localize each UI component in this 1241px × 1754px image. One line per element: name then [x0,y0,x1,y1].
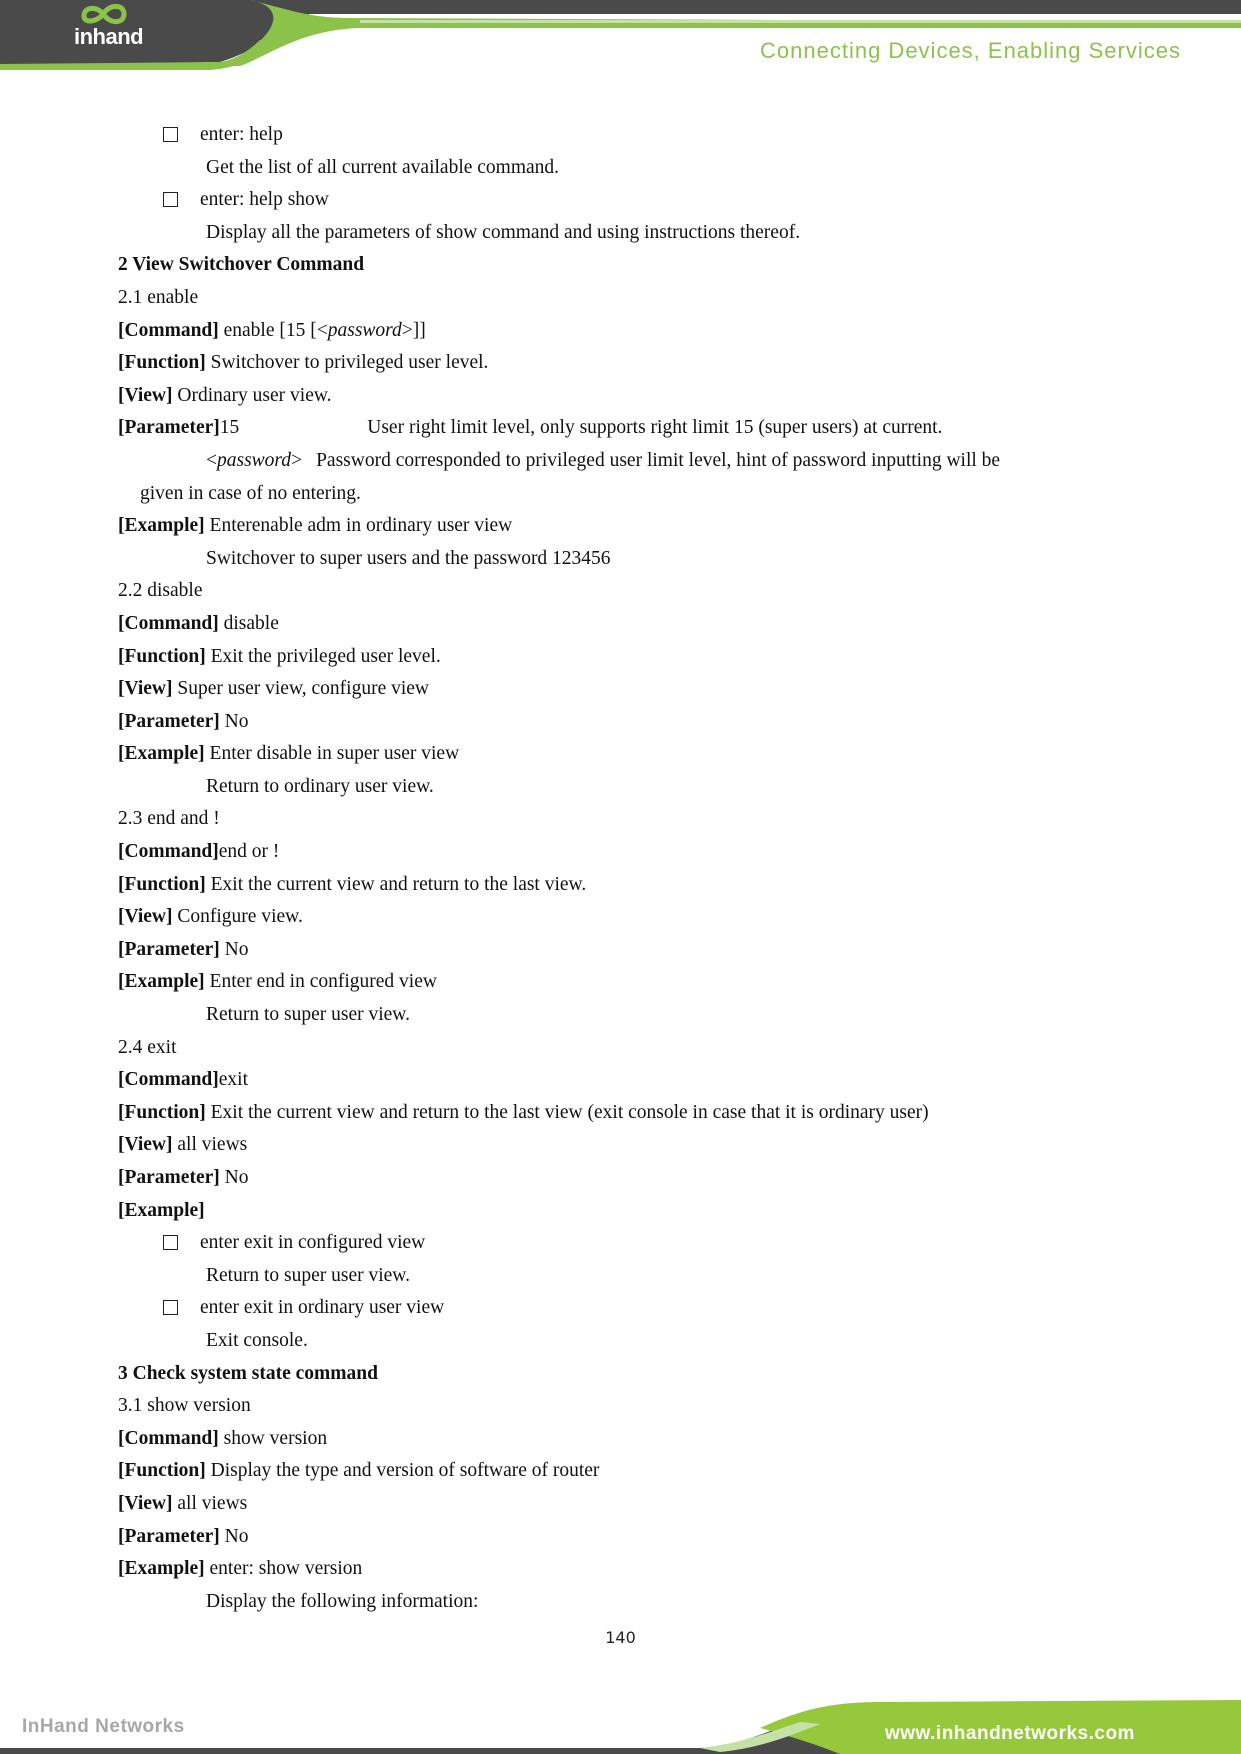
command-line [118,608,1128,641]
parameter-name: > [291,449,303,471]
example-text: Enterenable adm in ordinary user view [209,515,513,537]
function-text: Exit the current view and return to the last view (exit console in case that it is ordinary user) [210,1101,929,1123]
example-line [118,738,1128,771]
list-item [118,184,1128,217]
example-text: Enter end in configured view [209,971,437,993]
label-example: [Example] [118,1199,205,1221]
command-param: password [327,319,402,341]
subsection-heading: 3.1 show version [118,1395,251,1417]
subsection-heading: 2.1 enable [118,286,199,308]
list-item [118,119,1128,152]
label-command: [Command] [118,841,219,863]
function-text: Exit the current view and return to the last view. [210,873,587,895]
parameter-line [118,934,1128,967]
parameter-line [118,706,1128,739]
command-text: enable [15 [< [223,319,328,341]
paragraph: Exit console. [206,1329,308,1351]
section-heading [118,1358,1128,1391]
command-text: end or ! [218,841,280,863]
label-view: [View] [118,678,173,700]
parameter-line [118,1162,1128,1195]
section-heading [118,249,1128,282]
parameter-text: User right limit level, only supports right limit 15 (super users) at current. [367,417,943,439]
label-function: [Function] [118,1101,206,1123]
function-text: Switchover to privileged user level. [210,352,489,374]
view-text: all views [177,1492,248,1514]
label-command: [Command] [118,612,219,634]
paragraph: Return to ordinary user view. [206,775,434,797]
label-example: [Example] [118,971,205,993]
parameter-line [118,1521,1128,1554]
label-parameter: [Parameter] [118,710,220,732]
command-line [118,836,1128,869]
logo-text: inhand [74,24,144,49]
example-line [118,1195,1128,1228]
label-example: [Example] [118,515,205,537]
list-item-text: enter: help show [200,189,329,211]
function-line [118,869,1128,902]
view-line [118,1129,1128,1162]
paragraph: given in case of no entering. [140,482,361,504]
checkbox-icon [163,127,178,142]
command-text: disable [223,612,279,634]
function-line [118,641,1128,674]
page-number: 140 [605,1628,636,1647]
view-text: Ordinary user view. [177,384,332,406]
subsection-heading: 2.2 disable [118,580,203,602]
footer-website-link[interactable]: www.inhandnetworks.com [885,1723,1135,1744]
heading-text: 3 Check system state command [118,1362,378,1384]
page-header [0,0,1241,70]
parameter-text: No [224,710,249,732]
paragraph: Switchover to super users and the password 123456 [206,547,611,569]
document-body [118,119,1128,1618]
example-line [118,966,1128,999]
label-example: [Example] [118,743,205,765]
subsection-heading: 2.3 end and ! [118,808,220,830]
parameter-text: Password corresponded to privileged user limit level, hint of password inputting will be [316,449,1001,471]
view-text: Super user view, configure view [177,678,430,700]
label-view: [View] [118,1134,173,1156]
parameter-name: password [217,449,292,471]
checkbox-icon [163,192,178,207]
paragraph: Display all the parameters of show command and using instructions thereof. [206,221,801,243]
label-parameter: [Parameter] [118,1167,220,1188]
subsection-heading: 2.4 exit [118,1036,177,1058]
view-text: Configure view. [177,906,303,928]
command-text: >]] [401,319,426,341]
checkbox-icon [163,1235,178,1250]
list-item-text: enter exit in configured view [200,1232,426,1254]
view-text: all views [177,1134,248,1156]
header-tagline: Connecting Devices, Enabling Services [760,38,1181,63]
command-text: exit [218,1069,248,1091]
label-command: [Command] [118,319,219,341]
paragraph: Get the list of all current available command. [206,156,560,178]
function-text: Exit the privileged user level. [210,645,441,667]
function-line [118,347,1128,380]
parameter-text: No [224,1525,249,1547]
parameter-text: No [224,1167,249,1188]
parameter-line [118,445,1128,478]
example-text: Enter disable in super user view [209,743,460,765]
page-footer [0,1690,1241,1754]
list-item-text: enter: help [200,124,283,145]
label-example: [Example] [118,1558,205,1580]
example-line [118,510,1128,543]
label-parameter: [Parameter] [118,938,220,960]
label-view: [View] [118,906,173,928]
heading-text: 2 View Switchover Command [118,254,365,276]
label-parameter: [Parameter] [118,1525,220,1547]
footer-brand: InHand Networks [22,1716,185,1737]
command-line [118,315,1128,348]
label-function: [Function] [118,1460,206,1482]
label-command: [Command] [118,1427,219,1449]
label-parameter: [Parameter] [118,417,220,439]
label-command: [Command] [118,1069,219,1091]
example-text: enter: show version [209,1558,363,1580]
command-line [118,1064,1128,1097]
label-view: [View] [118,384,173,406]
label-function: [Function] [118,352,206,374]
command-line [118,1423,1128,1456]
function-line [118,1097,1128,1130]
checkbox-icon [163,1300,178,1315]
view-line [118,1488,1128,1521]
label-function: [Function] [118,645,206,667]
list-item [118,1292,1128,1325]
label-function: [Function] [118,873,206,895]
label-view: [View] [118,1492,173,1514]
command-text: show version [223,1427,328,1449]
list-item-text: enter exit in ordinary user view [200,1297,445,1319]
view-line [118,901,1128,934]
function-text: Display the type and version of software of router [210,1460,600,1482]
parameter-name: 15 [219,417,240,439]
parameter-name: < [206,449,217,471]
view-line [118,380,1128,413]
parameter-line [118,412,1128,445]
list-item [118,1227,1128,1260]
paragraph: Return to super user view. [206,1004,410,1026]
example-line [118,1553,1128,1586]
view-line [118,673,1128,706]
parameter-text: No [224,938,249,960]
function-line [118,1455,1128,1488]
paragraph: Return to super user view. [206,1264,410,1286]
paragraph: Display the following information: [206,1590,479,1612]
